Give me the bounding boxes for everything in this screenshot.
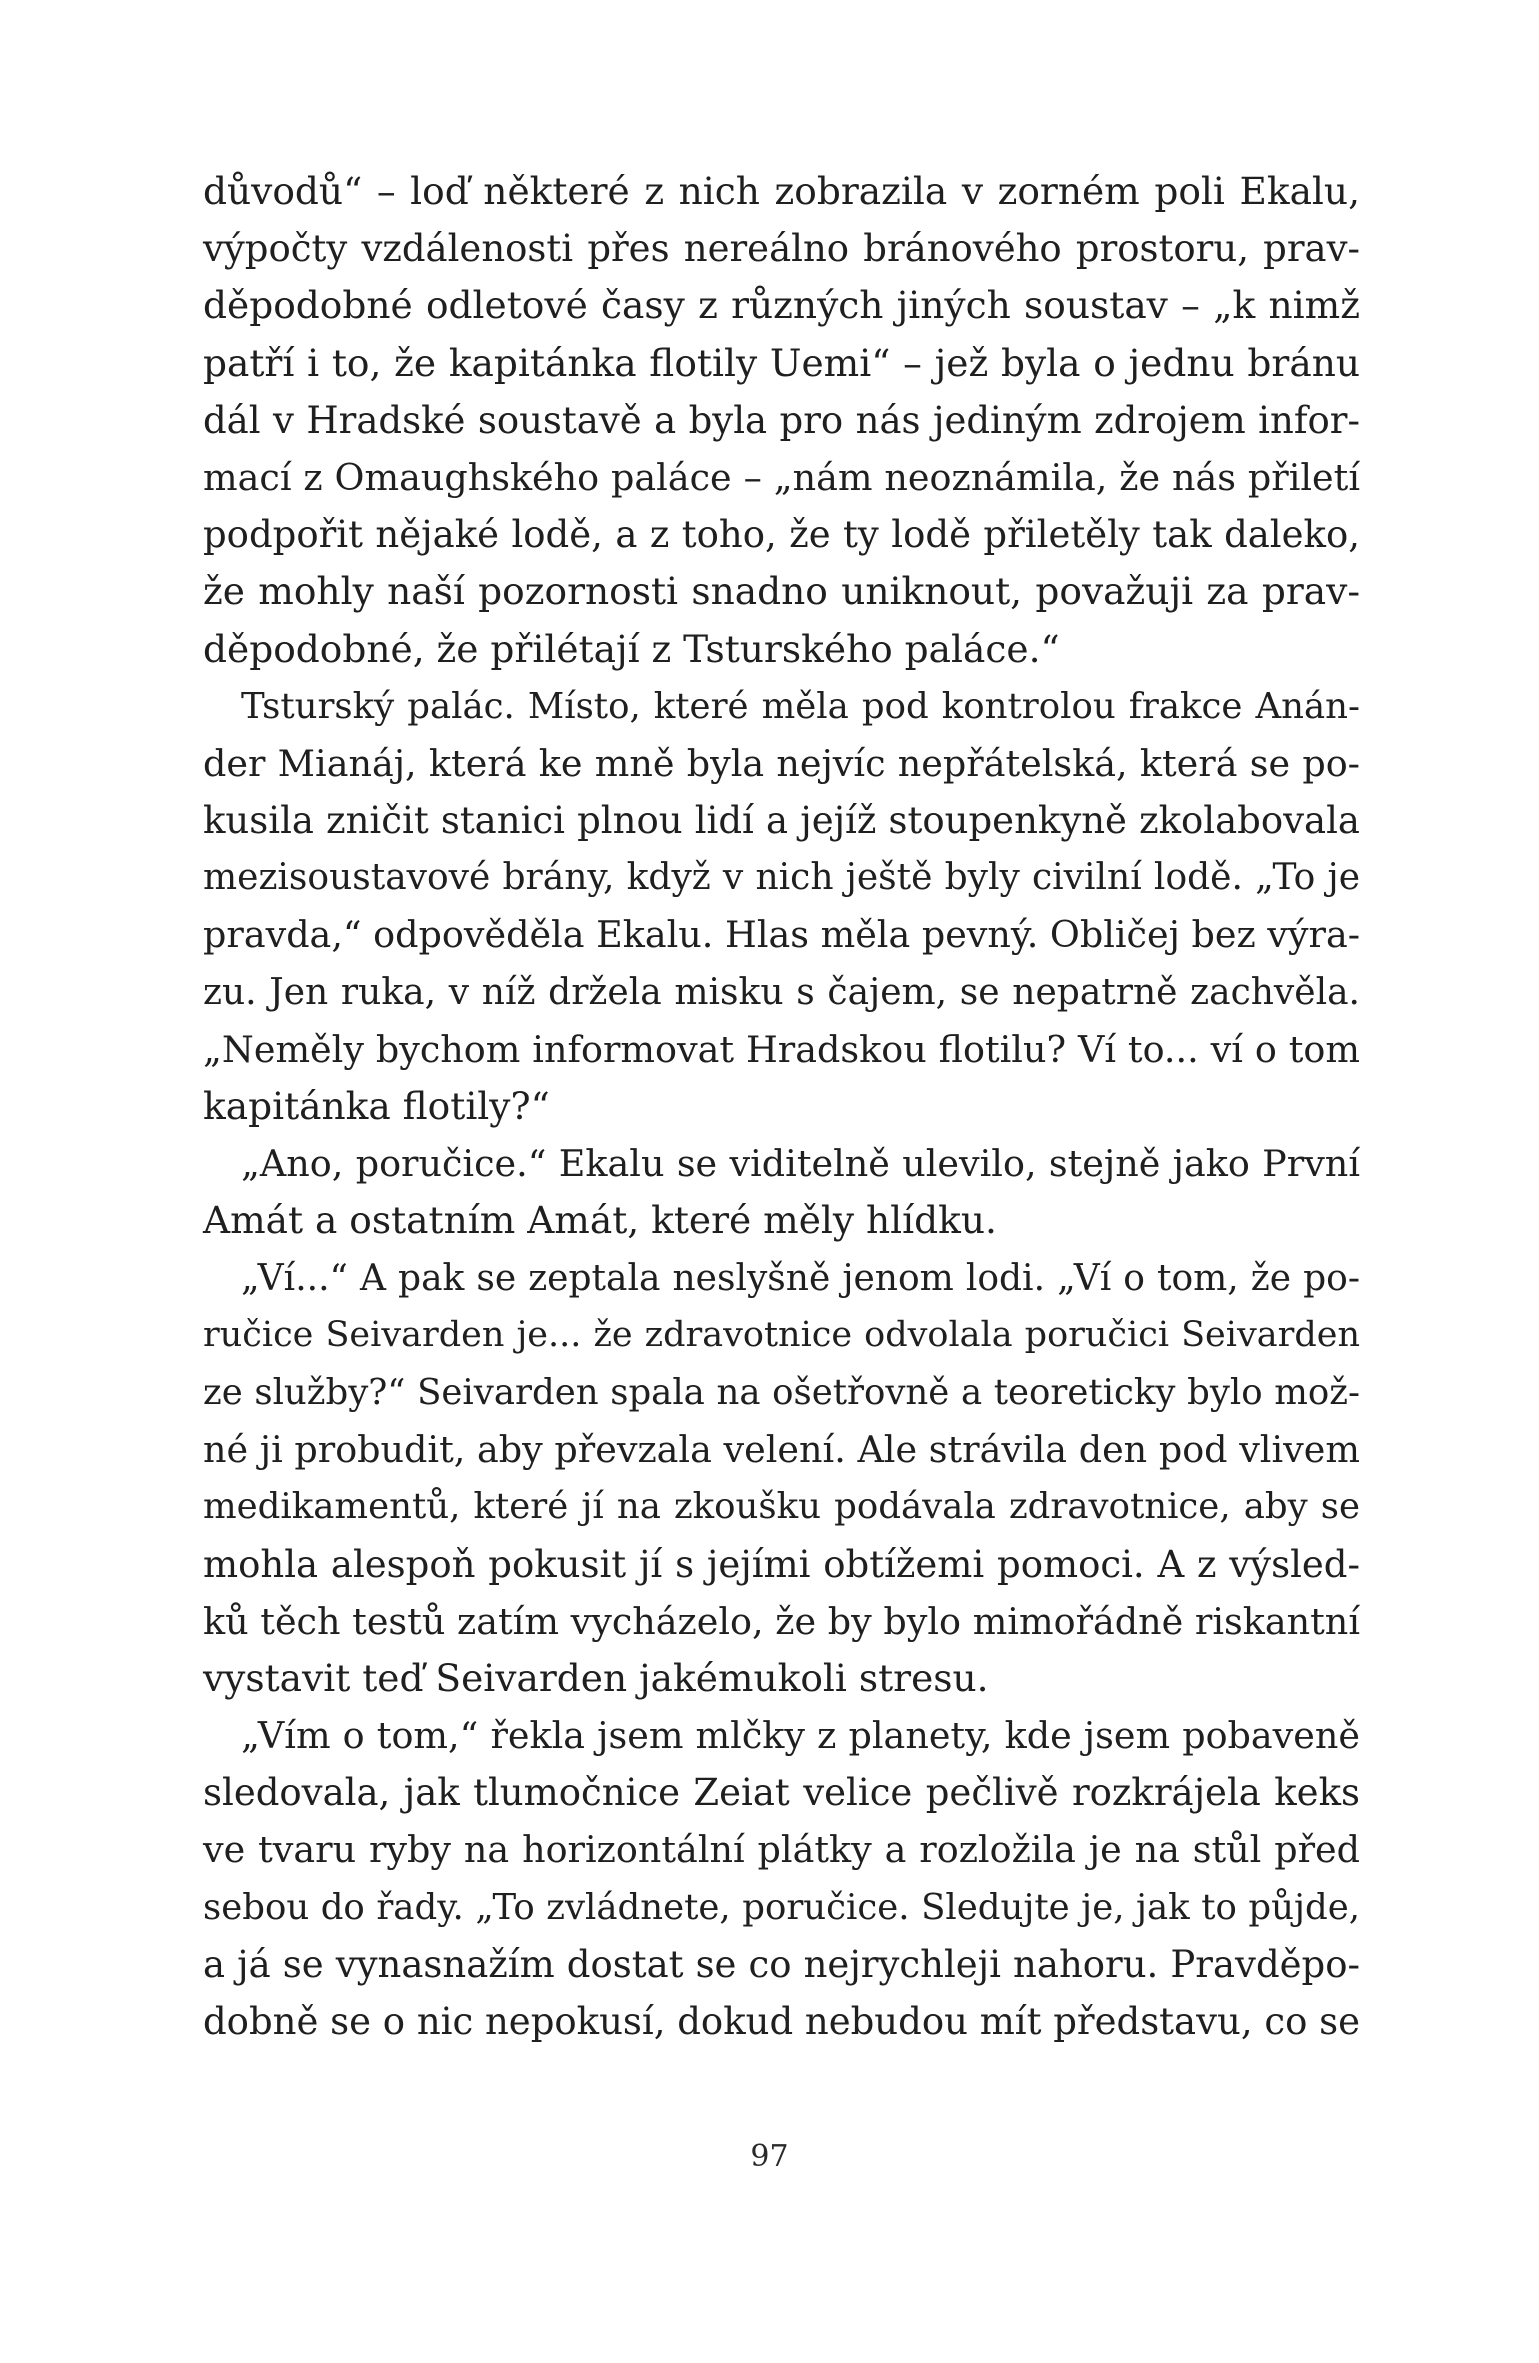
text-line: „Vím o tom,“ řekla jsem mlčky z planety, kde jsem pobaveně <box>241 1714 1360 1758</box>
text-line: patří i to, že kapitánka flotily Uemi“ – jež byla o jednu bránu <box>203 340 1360 385</box>
text-line: Tsturský palác. Místo, které měla pod kontrolou frakce Anán- <box>241 685 1360 727</box>
text-line: dál v Hradské soustavě a byla pro nás jediným zdrojem infor- <box>203 398 1360 442</box>
text-line: mohla alespoň pokusit jí s jejími obtížemi pomoci. A z výsled- <box>203 1542 1360 1586</box>
text-line: dobně se o nic nepokusí, dokud nebudou mít představu, co se <box>203 2000 1361 2043</box>
text-line: „Ví...“ A pak se zeptala neslyšně jenom lodi. „Ví o tom, že po- <box>241 1257 1360 1299</box>
text-line: ze služby?“ Seivarden spala na ošetřovně a teoreticky bylo mož- <box>203 1371 1360 1413</box>
text-line: pravda,“ odpověděla Ekalu. Hlas měla pevný. Obličej bez výra- <box>203 913 1361 957</box>
text-line: sledovala, jak tlumočnice Zeiat velice pečlivě rozkrájela keks <box>203 1771 1360 1815</box>
text-line: medikamentů, které jí na zkoušku podávala zdravotnice, aby se <box>203 1486 1360 1528</box>
page-number: 97 <box>750 2139 789 2174</box>
text-line: podpořit nějaké lodě, a z toho, že ty lodě přiletěly tak daleko, <box>203 513 1360 557</box>
text-line: mezisoustavové brány, když v nich ještě byly civilní lodě. „To je <box>203 857 1360 899</box>
text-line: zu. Jen ruka, v níž držela misku s čajem, se nepatrně zachvěla. <box>203 971 1360 1013</box>
text-line: výpočty vzdálenosti přes nereálno bránového prostoru, prav- <box>203 227 1360 271</box>
text-line: a já se vynasnažím dostat se co nejrychleji nahoru. Pravděpo- <box>203 1942 1360 1986</box>
text-line: mací z Omaughského paláce – „nám neoznámila, že nás přiletí <box>203 455 1360 499</box>
text-line: důvodů“ – loď některé z nich zobrazila v zorném poli Ekalu, <box>203 169 1360 213</box>
text-line: děpodobné, že přilétají z Tsturského paláce.“ <box>203 626 1060 671</box>
text-line: že mohly naší pozornosti snadno uniknout, považuji za prav- <box>203 569 1360 614</box>
text-line: děpodobné odletové časy z různých jiných soustav – „k nimž <box>203 283 1360 328</box>
text-line: der Mianáj, která ke mně byla nejvíc nepřátelská, která se po- <box>203 741 1360 785</box>
text-line: ve tvaru ryby na horizontální plátky a rozložila je na stůl před <box>203 1828 1360 1872</box>
text-line: Amát a ostatním Amát, které měly hlídku. <box>203 1198 997 1243</box>
text-line: sebou do řady. „To zvládnete, poručice. Sledujte je, jak to půjde, <box>203 1886 1360 1928</box>
text-line: „Neměly bychom informovat Hradskou flotilu? Ví to... ví o tom <box>203 1027 1360 1071</box>
body-text <box>203 163 1360 2050</box>
text-line: ručice Seivarden je... že zdravotnice odvolala poručici Seivarden <box>203 1314 1360 1355</box>
text-line: vystavit teď Seivarden jakémukoli stresu. <box>203 1655 989 1700</box>
text-line: né ji probudit, aby převzala velení. Ale strávila den pod vlivem <box>203 1428 1360 1472</box>
text-line: ků těch testů zatím vycházelo, že by bylo mimořádně riskantní <box>203 1599 1360 1643</box>
text-line: kapitánka flotily?“ <box>203 1084 550 1128</box>
text-line: kusila zničit stanici plnou lidí a jejíž stoupenkyně zkolabovala <box>203 799 1360 843</box>
text-line: „Ano, poručice.“ Ekalu se viditelně ulevilo, stejně jako První <box>241 1142 1360 1186</box>
